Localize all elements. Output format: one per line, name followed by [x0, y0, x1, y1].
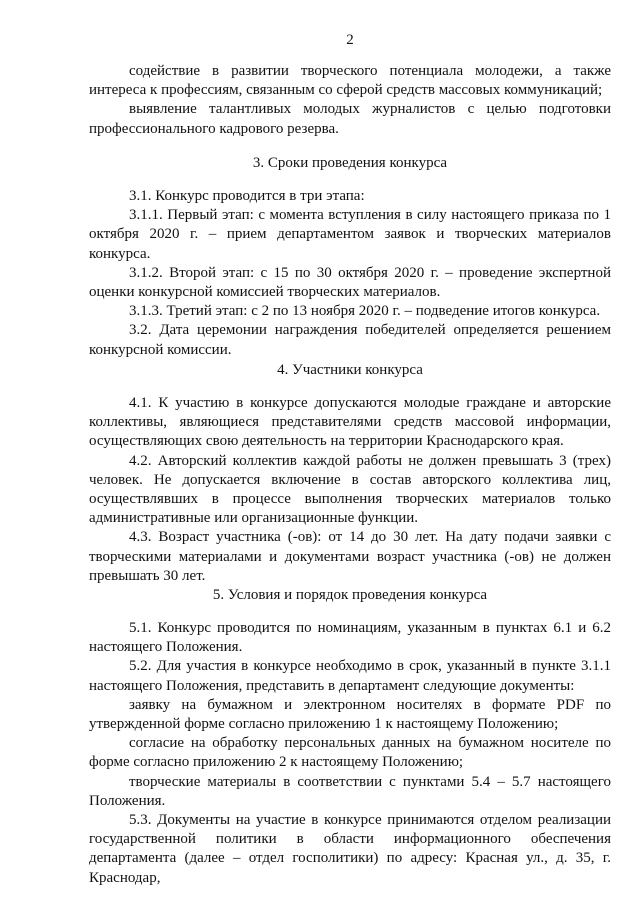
- paragraph: творческие материалы в соответствии с пунктами 5.4 – 5.7 настоящего Положения.: [89, 773, 611, 809]
- section-heading: 5. Условия и порядок проведения конкурса: [212, 587, 488, 603]
- paragraph: 4.3. Возраст участника (-ов): от 14 до 30 лет. На дату подачи заявки с творческими материалами и документами возраст участника (-ов) не должен превышать 30 лет.: [89, 529, 611, 584]
- section-4-body: [89, 394, 611, 586]
- paragraph: 5.1. Конкурс проводится по номинациям, указанным в пунктах 6.1 и 6.2 настоящего Положения.: [89, 620, 611, 656]
- paragraph: 5.2. Для участия в конкурсе необходимо в срок, указанный в пункте 3.1.1 настоящего Положения, представить в департамент следующие документы:: [89, 658, 611, 694]
- paragraph: 3.1.2. Второй этап: с 15 по 30 октября 2020 г. – проведение экспертной оценки конкурсной комиссией творческих материалов.: [89, 264, 611, 301]
- section-heading: 4. Участники конкурса: [277, 362, 423, 378]
- paragraph: 3.1.3. Третий этап: с 2 по 13 ноября 2020 г. – подведение итогов конкурса.: [129, 303, 601, 320]
- section-heading: 3. Сроки проведения конкурса: [252, 155, 448, 171]
- paragraph: выявление талантливых молодых журналистов с целью подготовки профессионального кадрового резерва.: [89, 101, 611, 137]
- paragraph: 4.2. Авторский коллектив каждой работы не должен превышать 3 (трех) человек. Не допускается включение в состав авторского коллектива лиц, осуществлявших в процессе выполнения творческих материалов только административные или организационные функции.: [89, 452, 611, 527]
- paragraph: 3.1.1. Первый этап: с момента вступления в силу настоящего приказа по 1 октября 2020 г. – прием департаментом заявок и творческих материалов конкурса.: [89, 207, 611, 262]
- paragraph: заявку на бумажном и электронном носителях в формате PDF по утвержденной форме согласно приложению 1 к настоящему Положению;: [89, 696, 611, 733]
- paragraph: 4.1. К участию в конкурсе допускаются молодые граждане и авторские коллективы, являющиеся представителями средств массовой информации, осуществляющих свою деятельность на территории Краснодарского края.: [89, 395, 611, 450]
- paragraph: 3.2. Дата церемонии награждения победителей определяется решением конкурсной комиссии.: [89, 322, 611, 358]
- paragraph: 3.1. Конкурс проводится в три этапа:: [129, 188, 365, 204]
- paragraph: согласие на обработку персональных данных на бумажном носителе по форме согласно приложению 2 к настоящему Положению;: [89, 735, 611, 771]
- paragraph: содействие в развитии творческого потенциала молодежи, а также интереса к профессиям, связанным со сферой средств массовых коммуникаций;: [89, 63, 611, 99]
- paragraph: 5.3. Документы на участие в конкурсе принимаются отделом реализации государственной политики в области информационного обеспечения департамента (далее – отдел госполитики) по адресу: Красная ул., д. 35, г. Краснодар,: [89, 812, 611, 886]
- page-number: 2: [346, 32, 354, 48]
- intro-block: [89, 62, 611, 139]
- section-3-body: [89, 187, 611, 360]
- section-5-body: [89, 619, 611, 888]
